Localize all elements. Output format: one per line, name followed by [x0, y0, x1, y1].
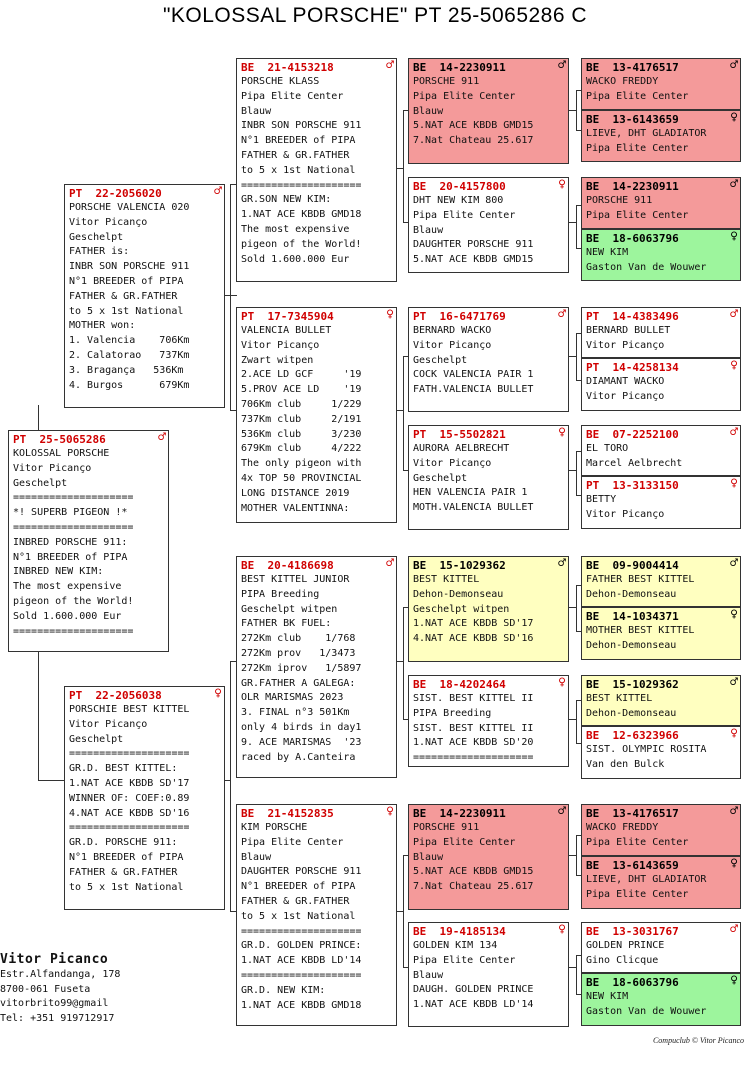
- pedigree-line: COCK VALENCIA PAIR 1: [413, 369, 534, 381]
- ring-number: BE 14-2230911: [586, 180, 679, 193]
- male-symbol-icon: ♂: [730, 804, 738, 819]
- pedigree-line: FATHER is:: [69, 246, 130, 258]
- pedigree-line: 5.NAT ACE KBDB GMD15: [413, 866, 534, 878]
- ancestor-card[interactable]: [581, 425, 741, 476]
- dam-pedigree-card[interactable]: [64, 686, 225, 910]
- pedigree-line: DAUGHTER PORSCHE 911: [413, 239, 534, 251]
- pigeon-name: WACKO FREDDY: [586, 76, 659, 87]
- ring-number: BE 14-2230911: [413, 807, 506, 820]
- connector-line: [576, 585, 577, 631]
- female-symbol-icon: ♀: [730, 607, 738, 622]
- pedigree-line: Blauw: [413, 969, 444, 981]
- pedigree-line: PIPA Breeding: [413, 707, 492, 719]
- female-symbol-icon: ♀: [558, 922, 566, 937]
- owner-name: Vitor Picanco: [0, 952, 109, 967]
- pedigree-line: The most expensive: [13, 581, 122, 593]
- pedigree-line: only 4 birds in day1: [241, 721, 362, 733]
- pedigree-line: Dehon-Demonseau: [586, 639, 677, 651]
- ancestor-card[interactable]: [581, 58, 741, 110]
- ring-number: PT 16-6471769: [413, 310, 506, 323]
- pedigree-line: Pipa Elite Center: [413, 836, 516, 848]
- pigeon-name: PORSCHE 911: [413, 822, 480, 833]
- sire-dam-dam-card[interactable]: [408, 425, 569, 530]
- pedigree-line: FATHER & GR.FATHER: [241, 895, 350, 907]
- ancestor-card[interactable]: [581, 476, 741, 529]
- pedigree-line: GR.D. NEW KIM:: [241, 984, 326, 996]
- pigeon-name: BERNARD WACKO: [413, 325, 492, 336]
- pedigree-line: pigeon of the World!: [13, 595, 134, 607]
- owner-email: vitorbrito99@gmail: [0, 998, 109, 1009]
- ring-number: BE 14-2230911: [413, 61, 506, 74]
- ring-number: PT 14-4258134: [586, 361, 679, 374]
- connector-line: [403, 356, 404, 470]
- female-symbol-icon: ♀: [386, 307, 394, 322]
- pedigree-line: Vitor Picanço: [13, 462, 92, 474]
- owner-address-line: Estr.Alfandanga, 178: [0, 969, 121, 980]
- subject-pedigree-card[interactable]: [8, 430, 169, 652]
- pedigree-line: Dehon-Demonseau: [586, 588, 677, 600]
- ring-number: BE 20-4157800: [413, 180, 506, 193]
- dam-sire-card[interactable]: [236, 556, 397, 778]
- pedigree-line: INBRED PORSCHE 911:: [13, 536, 128, 548]
- pigeon-name: VALENCIA BULLET: [241, 325, 332, 336]
- female-symbol-icon: ♀: [730, 229, 738, 244]
- footer-credit: Compuclub © Vitor Picanco: [652, 1036, 744, 1045]
- pedigree-line: Geschelpt: [69, 733, 124, 745]
- sire-dam-sire-card[interactable]: [408, 307, 569, 412]
- pedigree-line: 4. Burgos 679Km: [69, 379, 190, 391]
- pedigree-line: 536Km club 3/230: [241, 428, 362, 440]
- pedigree-line: 1.NAT ACE KBDB SD'17: [413, 618, 534, 630]
- pedigree-line: 1.NAT ACE KBDB GMD18: [241, 209, 362, 221]
- pedigree-line: 272Km iprov 1/5897: [241, 662, 362, 674]
- ring-number: BE 18-6063796: [586, 976, 679, 989]
- female-symbol-icon: ♀: [730, 726, 738, 741]
- male-symbol-icon: ♂: [558, 307, 566, 322]
- male-symbol-icon: ♂: [214, 184, 222, 199]
- pedigree-line: Vitor Picanço: [413, 457, 492, 469]
- connector-line: [576, 205, 577, 248]
- pigeon-name: FATHER BEST KITTEL: [586, 574, 695, 585]
- pedigree-line: Sold 1.600.000 Eur: [241, 253, 350, 265]
- dam-sire-dam-card[interactable]: [408, 675, 569, 767]
- pedigree-line: FATHER & GR.FATHER: [69, 866, 178, 878]
- pedigree-line: Zwart witpen: [241, 354, 314, 366]
- ring-number: BE 15-1029362: [586, 678, 679, 691]
- pedigree-line: GR.D. BEST KITTEL:: [69, 763, 178, 775]
- pigeon-name: GOLDEN PRINCE: [586, 940, 665, 951]
- connector-line: [230, 184, 231, 410]
- ring-number: PT 25-5065286: [13, 433, 106, 446]
- ancestor-card[interactable]: [581, 675, 741, 726]
- pigeon-name: NEW KIM: [586, 991, 629, 1002]
- pigeon-name: NEW KIM: [586, 247, 629, 258]
- ring-number: BE 13-4176517: [586, 807, 679, 820]
- pedigree-line: 1.NAT ACE KBDB GMD18: [241, 999, 362, 1011]
- dam-dam-sire-card[interactable]: [408, 804, 569, 910]
- sire-sire-card[interactable]: [236, 58, 397, 282]
- pedigree-line: The most expensive: [241, 223, 350, 235]
- pedigree-line: LONG DISTANCE 2019: [241, 487, 350, 499]
- male-symbol-icon: ♂: [558, 556, 566, 571]
- ancestor-card[interactable]: [581, 556, 741, 607]
- pigeon-name: KIM PORSCHE: [241, 822, 308, 833]
- pedigree-line: Geschelpt: [69, 231, 124, 243]
- male-symbol-icon: ♂: [730, 675, 738, 690]
- pedigree-line: 272Km prov 1/3473: [241, 647, 356, 659]
- ring-number: BE 15-1029362: [413, 559, 506, 572]
- pedigree-line: Pipa Elite Center: [586, 209, 689, 221]
- pigeon-name: SIST. BEST KITTEL II: [413, 693, 534, 704]
- pedigree-line: Vitor Picanço: [69, 718, 148, 730]
- connector-line: [569, 967, 576, 968]
- pedigree-line: PIPA Breeding: [241, 588, 320, 600]
- pigeon-name: DIAMANT WACKO: [586, 376, 665, 387]
- sire-sire-sire-card[interactable]: [408, 58, 569, 164]
- connector-line: [576, 90, 577, 130]
- connector-line: [569, 855, 576, 856]
- ring-number: PT 22-2056020: [69, 187, 162, 200]
- dam-dam-card[interactable]: [236, 804, 397, 1026]
- pedigree-line: DAUGH. GOLDEN PRINCE: [413, 984, 534, 996]
- connector-line: [569, 356, 576, 357]
- ancestor-card[interactable]: [581, 358, 741, 411]
- pedigree-line: ====================: [241, 925, 362, 937]
- pigeon-name: PORSCHE VALENCIA 020: [69, 202, 190, 213]
- pedigree-line: Blauw: [413, 851, 444, 863]
- male-symbol-icon: ♂: [730, 922, 738, 937]
- ring-number: BE 12-6323966: [586, 729, 679, 742]
- pedigree-line: 706Km club 1/229: [241, 398, 362, 410]
- pedigree-line: Pipa Elite Center: [586, 90, 689, 102]
- pedigree-line: INBR SON PORSCHE 911: [69, 261, 190, 273]
- connector-line: [403, 855, 404, 967]
- ancestor-card[interactable]: [581, 229, 741, 281]
- connector-line: [230, 661, 231, 911]
- pedigree-line: 4.NAT ACE KBDB SD'16: [413, 633, 534, 645]
- pedigree-line: Vitor Picanço: [413, 339, 492, 351]
- connector-line: [569, 110, 576, 111]
- connector-line: [403, 110, 404, 222]
- pedigree-line: 679Km club 4/222: [241, 443, 362, 455]
- pigeon-name: PORSCHE 911: [586, 195, 653, 206]
- owner-address-line: 8700-061 Fuseta: [0, 983, 91, 995]
- male-symbol-icon: ♂: [158, 430, 166, 445]
- pedigree-line: GR.D. GOLDEN PRINCE:: [241, 940, 362, 952]
- female-symbol-icon: ♀: [730, 110, 738, 125]
- pedigree-line: Van den Bulck: [586, 758, 665, 770]
- ancestor-card[interactable]: [581, 922, 741, 973]
- connector-line: [569, 607, 576, 608]
- male-symbol-icon: ♂: [558, 58, 566, 73]
- male-symbol-icon: ♂: [730, 307, 738, 322]
- ancestor-card[interactable]: [581, 973, 741, 1026]
- connector-line: [576, 333, 577, 380]
- pedigree-line: Geschelpt witpen: [241, 603, 338, 615]
- ring-number: PT 15-5502821: [413, 428, 506, 441]
- pedigree-line: to 5 x 1st National: [69, 305, 184, 317]
- ancestor-card[interactable]: [581, 804, 741, 856]
- pigeon-name: EL TORO: [586, 443, 629, 454]
- pedigree-line: 4x TOP 50 PROVINCIAL: [241, 472, 362, 484]
- pedigree-line: Gaston Van de Wouwer: [586, 261, 707, 273]
- pedigree-line: HEN VALENCIA PAIR 1: [413, 487, 528, 499]
- pedigree-line: Pipa Elite Center: [413, 209, 516, 221]
- dam-sire-sire-card[interactable]: [408, 556, 569, 662]
- pedigree-line: ====================: [13, 521, 134, 533]
- ring-number: PT 13-3133150: [586, 479, 679, 492]
- page-title: "KOLOSSAL PORSCHE" PT 25-5065286 C: [162, 4, 588, 27]
- ring-number: BE 13-4176517: [586, 61, 679, 74]
- pedigree-line: Pipa Elite Center: [586, 888, 689, 900]
- pedigree-line: ====================: [413, 752, 534, 764]
- pedigree-line: ====================: [241, 969, 362, 981]
- ring-number: BE 21-4153218: [241, 61, 334, 74]
- female-symbol-icon: ♀: [558, 425, 566, 440]
- pigeon-name: PORSCHE 911: [413, 76, 480, 87]
- pedigree-line: WINNER OF: COEF:0.89: [69, 792, 190, 804]
- female-symbol-icon: ♀: [730, 856, 738, 871]
- pedigree-line: 1.NAT ACE KBDB SD'17: [69, 777, 190, 789]
- pedigree-line: Pipa Elite Center: [413, 90, 516, 102]
- male-symbol-icon: ♂: [386, 556, 394, 571]
- pedigree-line: 2.ACE LD GCF '19: [241, 369, 362, 381]
- connector-line: [576, 835, 577, 875]
- pedigree-line: ====================: [13, 492, 134, 504]
- pedigree-line: 9. ACE MARISMAS '23: [241, 736, 362, 748]
- pedigree-line: 3. Bragança 536Km: [69, 364, 184, 376]
- ring-number: BE 13-6143659: [586, 113, 679, 126]
- sire-sire-dam-card[interactable]: [408, 177, 569, 273]
- pedigree-line: Marcel Aelbrecht: [586, 457, 683, 469]
- pedigree-line: to 5 x 1st National: [241, 910, 356, 922]
- owner-contact: [0, 952, 120, 1026]
- female-symbol-icon: ♀: [214, 686, 222, 701]
- pigeon-name: BEST KITTEL: [586, 693, 653, 704]
- pedigree-line: Pipa Elite Center: [586, 142, 689, 154]
- pedigree-line: Pipa Elite Center: [241, 836, 344, 848]
- pedigree-line: 272Km club 1/768: [241, 633, 356, 645]
- ring-number: BE 13-3031767: [586, 925, 679, 938]
- pedigree-line: 1. Valencia 706Km: [69, 335, 190, 347]
- pedigree-line: FATHER BK FUEL:: [241, 618, 332, 630]
- sire-dam-card[interactable]: [236, 307, 397, 523]
- pedigree-line: to 5 x 1st National: [69, 881, 184, 893]
- ancestor-card[interactable]: [581, 177, 741, 229]
- male-symbol-icon: ♂: [558, 804, 566, 819]
- ancestor-card[interactable]: [581, 856, 741, 909]
- pedigree-line: N°1 BREEDER of PIPA: [241, 881, 356, 893]
- male-symbol-icon: ♂: [386, 58, 394, 73]
- male-symbol-icon: ♂: [730, 556, 738, 571]
- pigeon-name: BERNARD BULLET: [586, 325, 671, 336]
- pedigree-line: GR.FATHER A GALEGA:: [241, 677, 356, 689]
- pigeon-name: PORSCHE KLASS: [241, 76, 320, 87]
- pigeon-name: MOTHER BEST KITTEL: [586, 625, 695, 636]
- pedigree-line: Geschelpt witpen: [413, 603, 510, 615]
- pedigree-line: DAUGHTER PORSCHE 911: [241, 866, 362, 878]
- female-symbol-icon: ♀: [386, 804, 394, 819]
- pedigree-line: N°1 BREEDER of PIPA: [69, 275, 184, 287]
- ancestor-card[interactable]: [581, 110, 741, 162]
- pedigree-line: Geschelpt: [413, 472, 468, 484]
- ring-number: PT 14-4383496: [586, 310, 679, 323]
- pedigree-line: Vitor Picanço: [586, 390, 665, 402]
- ring-number: BE 09-9004414: [586, 559, 679, 572]
- ring-number: BE 20-4186698: [241, 559, 334, 572]
- pedigree-line: 5.PROV ACE LD '19: [241, 384, 362, 396]
- pedigree-line: Vitor Picanço: [586, 339, 665, 351]
- pedigree-line: 1.NAT ACE KBDB LD'14: [413, 999, 534, 1011]
- pigeon-name: WACKO FREDDY: [586, 822, 659, 833]
- ancestor-card[interactable]: [581, 726, 741, 779]
- pedigree-line: FATHER & GR.FATHER: [69, 290, 178, 302]
- pedigree-line: MOTH.VALENCIA BULLET: [413, 502, 534, 514]
- pedigree-line: GR.D. PORSCHE 911:: [69, 837, 178, 849]
- ring-number: BE 19-4185134: [413, 925, 506, 938]
- ring-number: BE 13-6143659: [586, 859, 679, 872]
- pedigree-line: ====================: [241, 179, 362, 191]
- pedigree-line: Vitor Picanço: [586, 508, 665, 520]
- ring-number: BE 18-4202464: [413, 678, 506, 691]
- pedigree-line: Gaston Van de Wouwer: [586, 1005, 707, 1017]
- pedigree-line: Dehon-Demonseau: [413, 588, 504, 600]
- pedigree-line: 7.Nat Chateau 25.617: [413, 135, 534, 147]
- pedigree-line: Pipa Elite Center: [241, 90, 344, 102]
- female-symbol-icon: ♀: [730, 476, 738, 491]
- pedigree-line: pigeon of the World!: [241, 238, 362, 250]
- connector-line: [576, 955, 577, 994]
- pedigree-line: 3. FINAL n°3 501Km: [241, 707, 350, 719]
- pedigree-line: Pipa Elite Center: [586, 836, 689, 848]
- pigeon-name: DHT NEW KIM 800: [413, 195, 504, 206]
- pigeon-name: PORSCHIE BEST KITTEL: [69, 704, 190, 715]
- pedigree-line: ====================: [69, 822, 190, 834]
- pedigree-line: 2. Calatorao 737Km: [69, 349, 190, 361]
- pedigree-line: Blauw: [241, 105, 272, 117]
- pigeon-name: BEST KITTEL JUNIOR: [241, 574, 350, 585]
- female-symbol-icon: ♀: [558, 177, 566, 192]
- pedigree-line: Blauw: [413, 105, 444, 117]
- ring-number: BE 14-1034371: [586, 610, 679, 623]
- pedigree-line: 1.NAT ACE KBDB SD'20: [413, 737, 534, 749]
- pedigree-line: N°1 BREEDER of PIPA: [13, 551, 128, 563]
- male-symbol-icon: ♂: [730, 177, 738, 192]
- pedigree-line: Geschelpt: [413, 354, 468, 366]
- pedigree-line: The only pigeon with: [241, 458, 362, 470]
- pedigree-line: 5.NAT ACE KBDB GMD15: [413, 120, 534, 132]
- pedigree-line: 5.NAT ACE KBDB GMD15: [413, 254, 534, 266]
- connector-line: [576, 451, 577, 495]
- pedigree-line: 737Km club 2/191: [241, 413, 362, 425]
- ring-number: PT 17-7345904: [241, 310, 334, 323]
- ancestor-card[interactable]: [581, 607, 741, 660]
- pedigree-line: Vitor Picanço: [241, 339, 320, 351]
- pigeon-name: LIEVE, DHT GLADIATOR: [586, 874, 707, 885]
- pedigree-line: Geschelpt: [13, 477, 68, 489]
- pedigree-line: ====================: [13, 625, 134, 637]
- pedigree-line: Blauw: [413, 224, 444, 236]
- pigeon-name: BEST KITTEL: [413, 574, 480, 585]
- pedigree-line: ====================: [69, 748, 190, 760]
- pedigree-line: INBR SON PORSCHE 911: [241, 120, 362, 132]
- dam-dam-dam-card[interactable]: [408, 922, 569, 1027]
- connector-line: [569, 470, 576, 471]
- pedigree-line: FATHER & GR.FATHER: [241, 149, 350, 161]
- ancestor-card[interactable]: [581, 307, 741, 358]
- connector-line: [576, 700, 577, 743]
- pedigree-line: *! SUPERB PIGEON !*: [13, 507, 128, 519]
- pedigree-line: N°1 BREEDER of PIPA: [69, 851, 184, 863]
- pedigree-line: to 5 x 1st National: [241, 164, 356, 176]
- connector-line: [38, 650, 39, 780]
- female-symbol-icon: ♀: [730, 358, 738, 373]
- pigeon-name: AURORA AELBRECHT: [413, 443, 510, 454]
- pigeon-name: BETTY: [586, 494, 617, 505]
- connector-line: [38, 405, 39, 432]
- pigeon-name: SIST. OLYMPIC ROSITA: [586, 744, 707, 755]
- female-symbol-icon: ♀: [730, 973, 738, 988]
- ring-number: BE 21-4152835: [241, 807, 334, 820]
- connector-line: [38, 780, 65, 781]
- pedigree-line: Sold 1.600.000 Eur: [13, 610, 122, 622]
- female-symbol-icon: ♀: [558, 675, 566, 690]
- pedigree-line: OLR MARISMAS 2023: [241, 692, 344, 704]
- pigeon-name: LIEVE, DHT GLADIATOR: [586, 128, 707, 139]
- pedigree-line: Pipa Elite Center: [413, 954, 516, 966]
- pedigree-line: raced by A.Canteira: [241, 751, 356, 763]
- sire-pedigree-card[interactable]: [64, 184, 225, 408]
- pedigree-line: MOTHER won:: [69, 320, 136, 332]
- pedigree-line: Vitor Picanço: [69, 216, 148, 228]
- connector-line: [403, 607, 404, 719]
- ring-number: BE 18-6063796: [586, 232, 679, 245]
- pedigree-line: Blauw: [241, 851, 272, 863]
- pedigree-line: INBRED NEW KIM:: [13, 566, 104, 578]
- pedigree-line: SIST. BEST KITTEL II: [413, 722, 534, 734]
- pigeon-name: GOLDEN KIM 134: [413, 940, 498, 951]
- pedigree-line: N°1 BREEDER of PIPA: [241, 135, 356, 147]
- male-symbol-icon: ♂: [730, 58, 738, 73]
- connector-line: [569, 222, 576, 223]
- ring-number: PT 22-2056038: [69, 689, 162, 702]
- pedigree-line: GR.SON NEW KIM:: [241, 194, 332, 206]
- pigeon-name: KOLOSSAL PORSCHE: [13, 448, 110, 459]
- pedigree-line: 1.NAT ACE KBDB LD'14: [241, 955, 362, 967]
- pedigree-line: FATH.VALENCIA BULLET: [413, 384, 534, 396]
- pedigree-line: 7.Nat Chateau 25.617: [413, 881, 534, 893]
- pedigree-line: Gino Clicque: [586, 954, 659, 966]
- connector-line: [569, 719, 576, 720]
- pedigree-line: MOTHER VALENTINNA:: [241, 502, 350, 514]
- male-symbol-icon: ♂: [730, 425, 738, 440]
- owner-phone: Tel: +351 919712917: [0, 1012, 115, 1024]
- pedigree-line: 4.NAT ACE KBDB SD'16: [69, 807, 190, 819]
- pedigree-line: Dehon-Demonseau: [586, 707, 677, 719]
- ring-number: BE 07-2252100: [586, 428, 679, 441]
